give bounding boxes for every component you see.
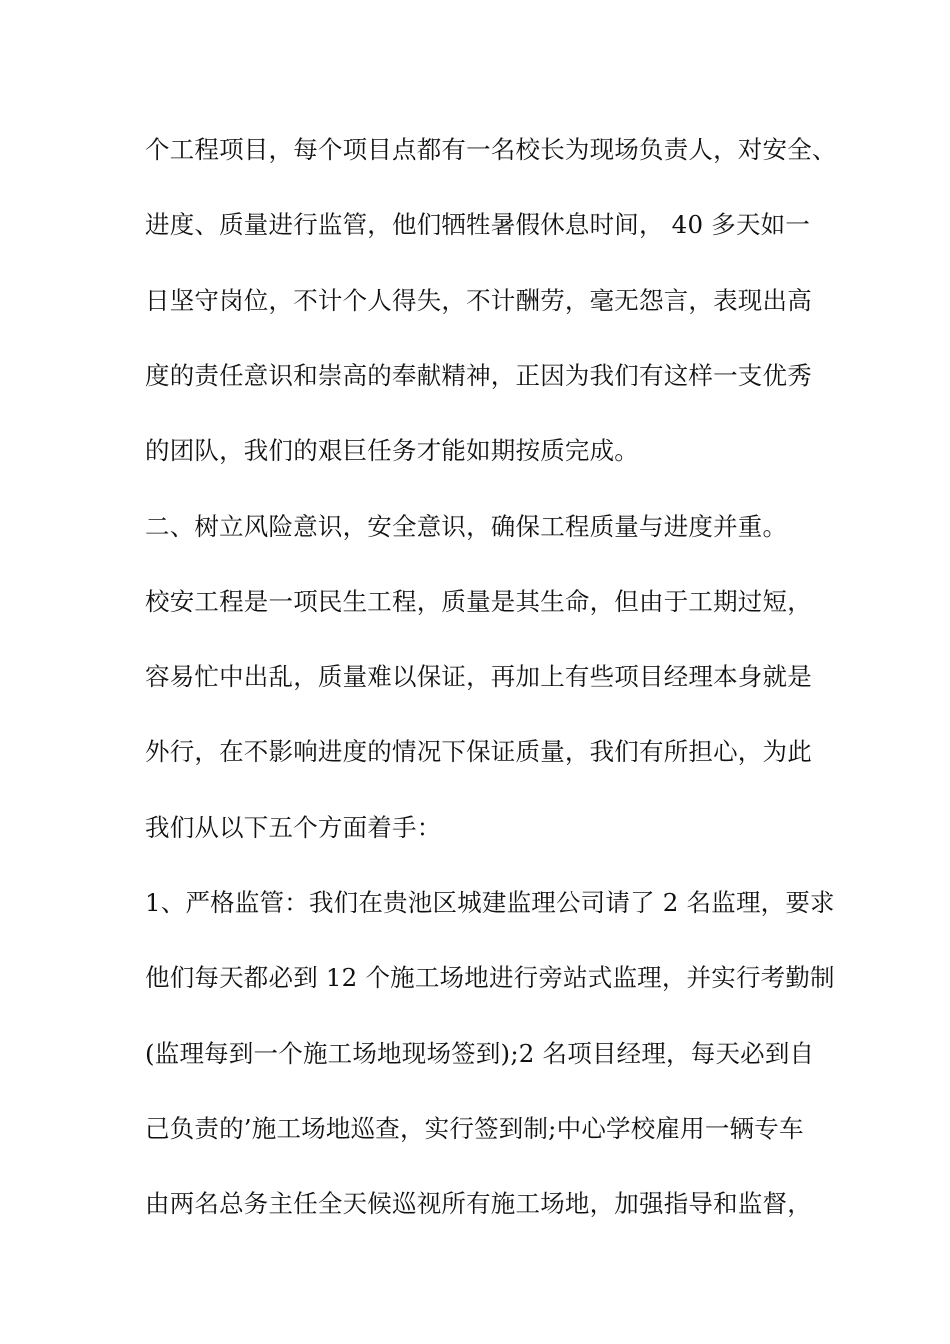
text-line: 外行，在不影响进度的情况下保证质量，我们有所担心，为此 <box>145 737 812 766</box>
text-line: 校安工程是一项民生工程，质量是其生命，但由于工期过短， <box>145 587 812 616</box>
text-line: (监理每到一个施工场地现场签到);2 名项目经理，每天必到自 <box>145 1039 815 1068</box>
text-line: 度的责任意识和崇高的奉献精神，正因为我们有这样一支优秀 <box>145 361 812 390</box>
text-line: 1、严格监管：我们在贵池区城建监理公司请了 2 名监理，要求 <box>145 888 835 917</box>
text-line: 的团队，我们的艰巨任务才能如期按质完成。 <box>145 436 639 465</box>
section-heading: 二、树立风险意识，安全意识，确保工程质量与进度并重。 <box>145 512 788 541</box>
text-line: 容易忙中出乱，质量难以保证，再加上有些项目经理本身就是 <box>145 662 812 691</box>
text-line: 由两名总务主任全天候巡视所有施工场地，加强指导和监督， <box>145 1189 812 1218</box>
text-line: 个工程项目，每个项目点都有一名校长为现场负责人，对安全、 <box>145 135 837 164</box>
text-line: 日坚守岗位，不计个人得失，不计酬劳，毫无怨言，表现出高 <box>145 286 812 315</box>
text-line: 进度、质量进行监管，他们牺牲暑假休息时间， 40 多天如一 <box>145 210 811 239</box>
text-line: 我们从以下五个方面着手： <box>145 813 442 842</box>
text-line: 他们每天都必到 12 个施工场地进行旁站式监理，并实行考勤制 <box>145 963 835 992</box>
text-line: 己负责的’施工场地巡查，实行签到制;中心学校雇用一辆专车 <box>145 1114 804 1143</box>
